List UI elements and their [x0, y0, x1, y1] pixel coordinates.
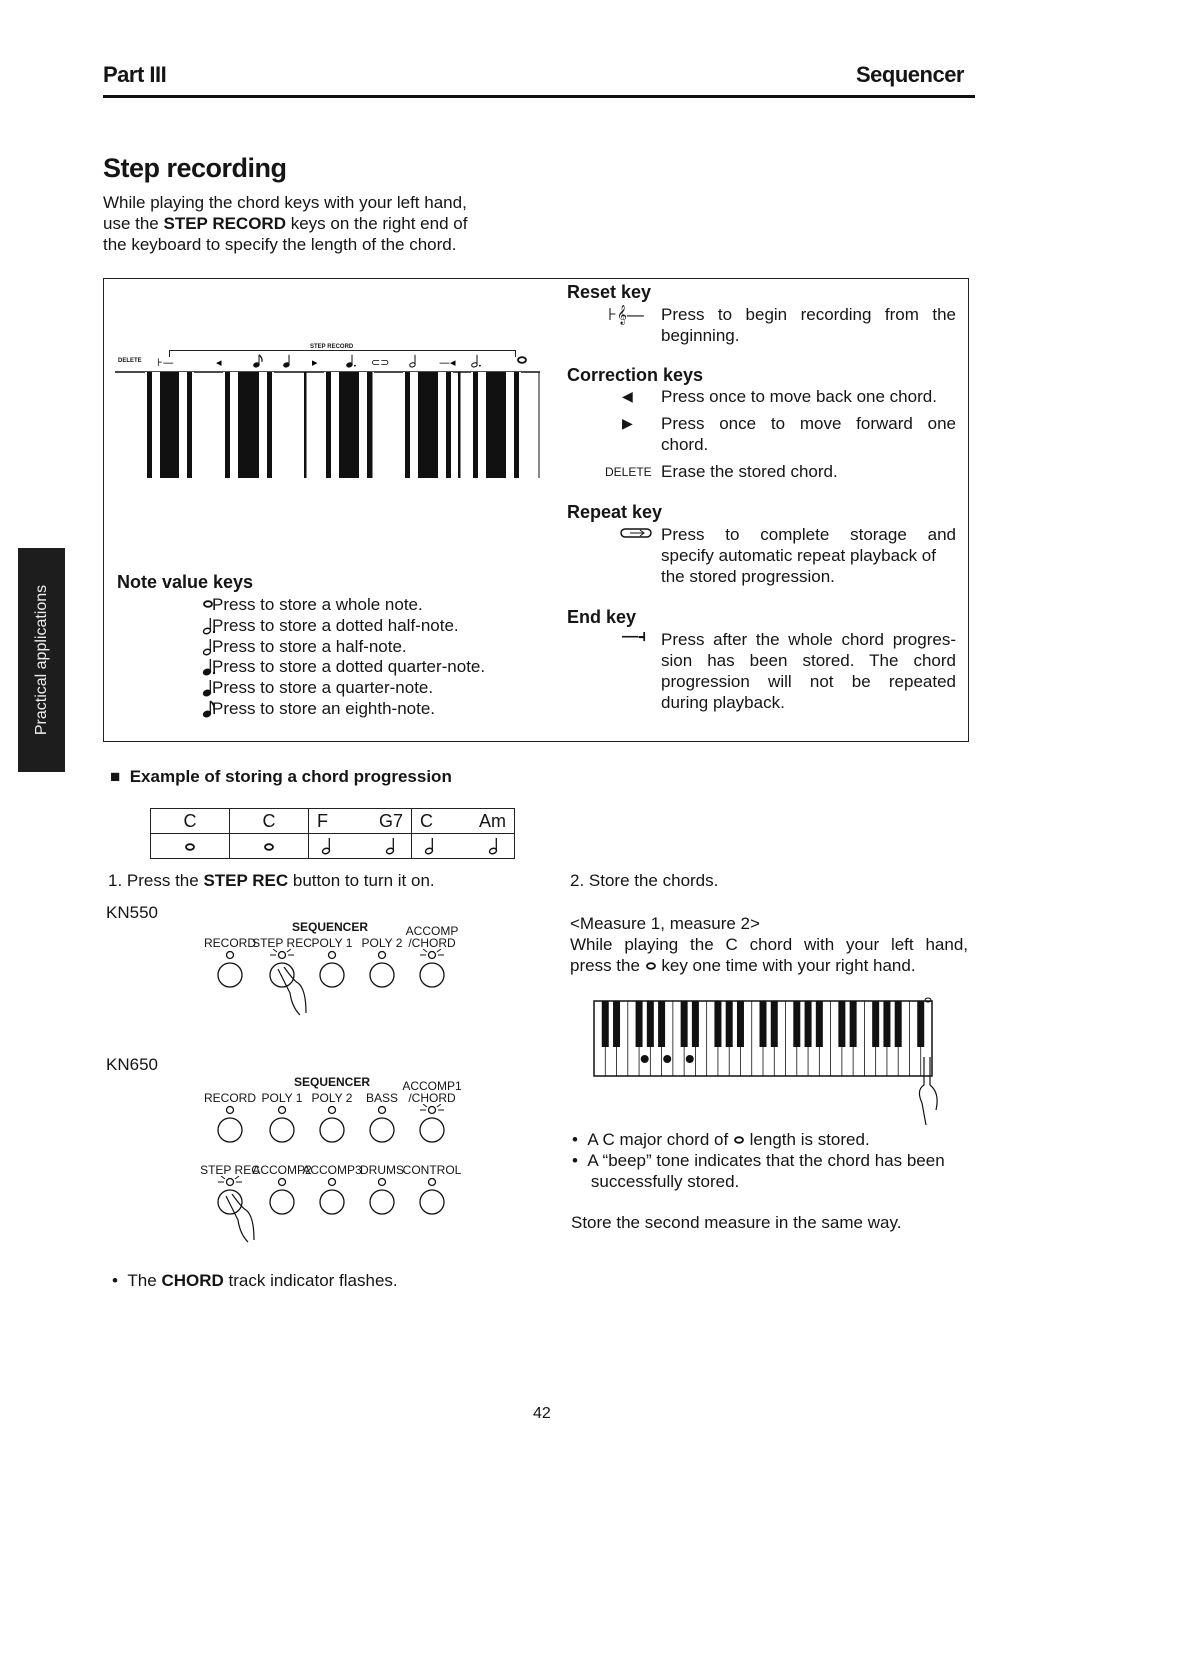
intro-line: While playing the chord keys with your left hand, [103, 193, 467, 212]
text: length is stored. [749, 1130, 870, 1149]
chord-cell [230, 809, 309, 834]
end-text [661, 629, 956, 713]
chord-cell [309, 809, 412, 834]
bullet-item: • A “beep” tone indicates that the chord has been successfully stored. [572, 1151, 945, 1191]
chord-cell [412, 809, 515, 834]
accomp2-button[interactable] [264, 1176, 300, 1216]
text: A C major chord of [587, 1130, 733, 1149]
whole-note-icon [733, 1130, 745, 1149]
note-value-keys-heading: Note value keys [117, 572, 254, 592]
chord-name: C [183, 810, 197, 831]
chord-name: G7 [378, 810, 403, 831]
measure-label: <Measure 1, measure 2> [570, 914, 760, 933]
note-cell [412, 834, 515, 859]
note-value-item: Press to store a quarter-note. [212, 678, 434, 698]
back-arrow-icon: ◀ [622, 388, 633, 404]
button-label: STEP REC [200, 1163, 260, 1177]
note-value-item: Press to store a whole note. [212, 595, 423, 614]
note-value-item: Press to store a half-note. [212, 636, 407, 656]
half-note-icon [424, 836, 438, 856]
forward-arrow-icon: ▶ [622, 415, 633, 431]
key-symbol-icon: ◂ [216, 356, 222, 369]
half-note-icon [488, 836, 502, 856]
text: keys on the right end of [286, 214, 468, 233]
button-label: DRUMS [360, 1163, 404, 1177]
chord-row [151, 809, 515, 834]
poly-2-button[interactable] [314, 1104, 350, 1144]
text: Press after the whole chord progres- [661, 630, 956, 649]
key-symbol-icon: ⊂⊃ [371, 356, 390, 369]
text: successfully stored. [590, 1172, 740, 1191]
delete-key-label: DELETE [605, 465, 652, 479]
text: key one time with your right hand. [656, 956, 916, 975]
page-number: 42 [533, 1405, 551, 1422]
button-label: POLY 1 [261, 1091, 303, 1105]
text: during playback. [661, 693, 785, 712]
button-label: ACCOMP3 [302, 1163, 362, 1177]
example-heading [110, 767, 452, 787]
repeat-icon [620, 527, 654, 541]
page-title: Step recording [103, 153, 287, 183]
sequencer-label: SEQUENCER [294, 1075, 371, 1089]
half-note-icon [385, 836, 399, 856]
intro-line: the keyboard to specify the length of the chord. [103, 235, 457, 254]
intro-line [103, 213, 467, 234]
repeat-text [661, 524, 956, 587]
delete-text: Erase the stored chord. [661, 462, 838, 481]
poly-1-button[interactable] [264, 1104, 300, 1144]
eighth-note-key-icon [251, 352, 267, 372]
side-tab[interactable] [18, 548, 65, 772]
text: button to turn it on. [288, 871, 435, 890]
note-value-item: Press to store an eighth-note. [212, 699, 436, 718]
text: track indicator flashes. [223, 1271, 398, 1290]
kn550-label: KN550 [106, 903, 158, 922]
text: sion has been stored. The chord [661, 651, 956, 670]
second-measure-text: Store the second measure in the same way. [571, 1213, 902, 1232]
text: chord. [661, 435, 709, 454]
text: A “beep” tone indicates that the chord has been [587, 1151, 945, 1170]
end-key-heading: End key [567, 607, 637, 627]
delete-label: DELETE [118, 358, 142, 364]
button-label: STEP REC [252, 936, 312, 950]
button-label: BASS [365, 1091, 398, 1105]
whole-note-icon [645, 956, 657, 975]
key-symbol-icon: ▸ [312, 356, 318, 369]
button-label: CONTROL [402, 1163, 462, 1177]
button-label: POLY 2 [361, 936, 403, 950]
chord-flash-text: • The CHORD track indicator flashes. [112, 1271, 398, 1290]
part-label: Part III [103, 62, 167, 87]
control-button[interactable] [414, 1176, 450, 1216]
key-symbol-icon: ⊦— [157, 356, 174, 369]
chord-bold: CHORD [161, 1271, 224, 1290]
keyboard-illustration [590, 995, 950, 1125]
button-label: ACCOMP2 [252, 1163, 312, 1177]
note-cell [230, 834, 309, 859]
step-record-label: STEP RECORD [310, 344, 354, 350]
step-record-bold: STEP RECORD [163, 214, 286, 233]
back-text: Press once to move back one chord. [661, 387, 937, 406]
pressing-finger-icon [276, 967, 316, 1017]
note-value-item: Press to store a dotted quarter-note. [212, 657, 486, 677]
button-label: POLY 1 [311, 936, 353, 950]
half-note-icon [321, 836, 335, 856]
chord-name: F [317, 810, 328, 831]
accomp-chord-button[interactable] [414, 949, 450, 989]
text: specify automatic repeat playback of [661, 546, 936, 565]
side-tab-label: Practical applications [32, 584, 50, 736]
text: Example of storing a chord progression [129, 767, 452, 786]
note-cell [151, 834, 230, 859]
whole-note-key-icon [516, 352, 532, 372]
button-label: RECORD [203, 936, 256, 950]
step-1-text [108, 870, 435, 891]
half-note-key-icon [407, 352, 423, 372]
reset-key-heading: Reset key [567, 282, 652, 302]
step-rec-bold: STEP REC [203, 871, 289, 890]
bullet-item: • A C major chord of length is stored. [572, 1130, 870, 1149]
poly-1-button[interactable] [314, 949, 350, 989]
chord-name: C [420, 810, 433, 831]
whole-note-icon [263, 836, 275, 856]
header-rule [103, 95, 975, 98]
dotted-half-note-key-icon [469, 352, 485, 372]
button-label: RECORD [203, 1091, 256, 1105]
repeat-key-heading: Repeat key [567, 502, 663, 522]
chord-progression-table [150, 808, 515, 859]
reset-icon: ⊦𝄞— [608, 305, 644, 324]
note-cell [309, 834, 412, 859]
text: Press once to move forward one [661, 414, 956, 433]
drums-button[interactable] [364, 1176, 400, 1216]
button-label: ACCOMP1 /CHORD [402, 1079, 462, 1105]
bass-button[interactable] [364, 1104, 400, 1144]
step-2-text: While playing the C chord with your left hand, [570, 935, 968, 954]
text: beginning. [661, 326, 740, 345]
text: use the [103, 214, 164, 233]
key-symbol-icon: —◂ [439, 356, 456, 369]
square-bullet-icon: ■ [110, 767, 130, 786]
kn650-label: KN650 [106, 1055, 158, 1074]
poly-2-button[interactable] [364, 949, 400, 989]
text: progression will not be repeated [661, 672, 956, 691]
text: press the [570, 956, 645, 975]
sequencer-label: SEQUENCER [292, 920, 369, 934]
pressing-finger-icon [224, 1194, 264, 1244]
end-icon: —⫞ [622, 628, 647, 645]
chord-name: C [262, 810, 276, 831]
correction-keys-heading: Correction keys [567, 365, 704, 385]
chord-name: Am [479, 810, 506, 831]
chord-cell [151, 809, 230, 834]
button-label: ACCOMP /CHORD [405, 924, 459, 950]
text: 1. Press the [108, 871, 204, 890]
accomp1-chord-button[interactable] [414, 1104, 450, 1144]
text: the stored progression. [661, 567, 835, 586]
reset-text [661, 304, 956, 346]
forward-text [661, 413, 956, 455]
note-row [151, 834, 515, 859]
text: Press to begin recording from the [661, 305, 956, 324]
note-value-item: Press to store a dotted half-note. [212, 615, 459, 635]
accomp3-button[interactable] [314, 1176, 350, 1216]
dotted-quarter-note-key-icon [344, 352, 360, 372]
step-2-text [570, 955, 916, 976]
section-label: Sequencer [856, 62, 964, 87]
step-2-title: 2. Store the chords. [570, 871, 719, 890]
quarter-note-key-icon [281, 352, 297, 372]
text: The [127, 1271, 162, 1290]
record-button[interactable] [212, 1104, 248, 1144]
intro-paragraph [103, 192, 467, 255]
whole-note-icon [184, 836, 196, 856]
keyboard-diagram [115, 350, 545, 480]
record-button[interactable] [212, 949, 248, 989]
button-label: POLY 2 [311, 1091, 353, 1105]
text: Press to complete storage and [661, 525, 956, 544]
